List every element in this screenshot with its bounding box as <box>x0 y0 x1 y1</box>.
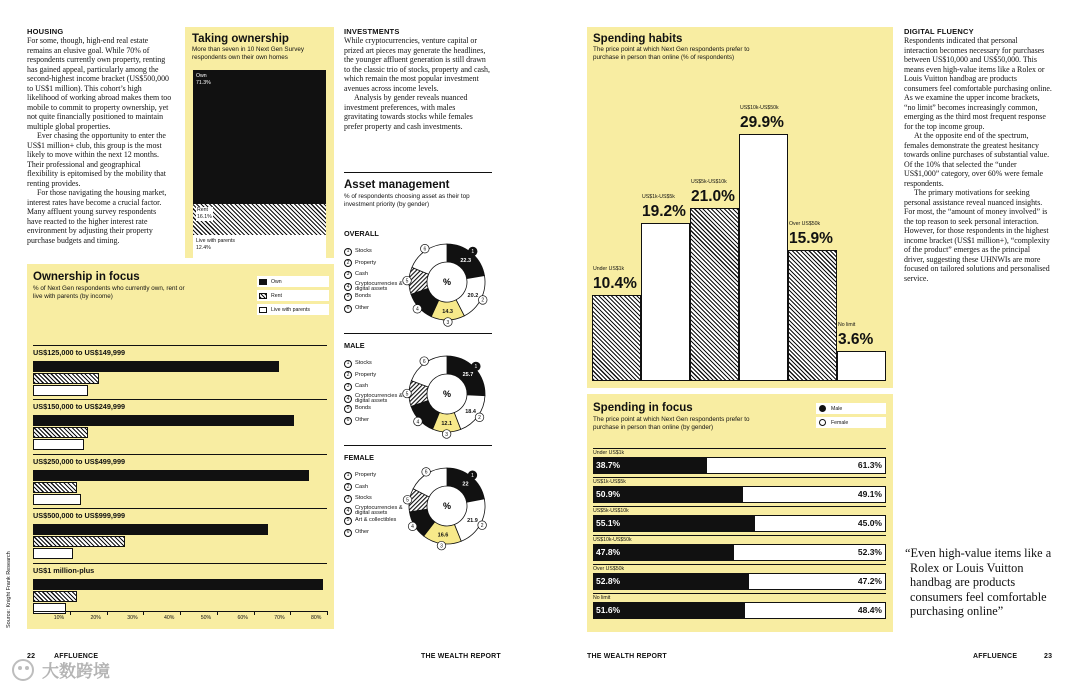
male-bar <box>593 486 742 503</box>
legend-label: Own <box>271 278 282 285</box>
female-value: 48.4% <box>857 605 882 615</box>
column-bar <box>788 250 837 381</box>
category-label: US$5k-US$10k <box>593 508 629 514</box>
legend-item <box>344 472 404 480</box>
legend-item <box>344 405 404 413</box>
ownership-in-focus-panel <box>27 264 334 629</box>
x-tick-label: 10% <box>53 615 65 621</box>
legend-number: 6 <box>344 417 352 425</box>
x-tick <box>327 611 328 615</box>
chart-title: Spending in focus <box>593 402 693 414</box>
category-label: US$500,000 to US$999,999 <box>33 511 126 520</box>
slice-number: 4 <box>416 419 420 426</box>
legend-text: Property <box>355 259 377 266</box>
slice-value-label: 22 <box>462 481 469 488</box>
legend-label: Female <box>831 419 849 426</box>
male-bar <box>593 602 744 619</box>
legend-item <box>344 271 404 279</box>
row-divider <box>593 564 886 565</box>
slice-number: 1 <box>471 472 474 479</box>
stack-segment <box>193 235 326 258</box>
slice-number: 4 <box>415 306 419 313</box>
female-bar <box>706 457 886 474</box>
legend-item <box>344 483 404 491</box>
slice-value-label: 22.3 <box>460 257 472 264</box>
category-label: US$10k-US$50k <box>593 537 632 543</box>
legend-item <box>344 495 404 503</box>
legend-text: Art & collectibles <box>355 517 397 524</box>
legend-text: Cash <box>355 483 369 490</box>
category-label: Under US$1k <box>593 450 625 456</box>
legend-number: 6 <box>344 529 352 537</box>
bar-rent <box>33 536 125 547</box>
female-value: 49.1% <box>857 489 882 499</box>
female-bar <box>748 573 886 590</box>
legend-text: Cryptocurrencies & digital assets <box>355 504 403 517</box>
bar-rent <box>33 482 77 493</box>
ownership-bars <box>27 264 334 629</box>
slice-number: 2 <box>481 297 485 304</box>
slice-value-label: 20.2 <box>467 293 479 300</box>
column-value-label: 10.4% <box>593 275 637 293</box>
column-bar <box>739 134 788 381</box>
category-label: US$150,000 to US$249,999 <box>33 402 126 411</box>
bar-live-with-parents <box>33 548 73 559</box>
gender-bars <box>587 394 893 632</box>
x-tick <box>290 611 291 615</box>
slice-number: 3 <box>445 431 449 438</box>
bar-own <box>33 579 323 590</box>
row-divider <box>33 345 327 346</box>
slice-number: 5 <box>405 391 409 398</box>
legend-number: 5 <box>344 293 352 301</box>
column-category-label: Under US$1k <box>593 266 625 273</box>
legend-item <box>344 293 404 301</box>
report-title-left: THE WEALTH REPORT <box>421 653 501 660</box>
female-bar <box>754 515 886 532</box>
stack-segment <box>193 70 326 204</box>
group-title: OVERALL <box>344 229 379 238</box>
slice-number: 2 <box>480 522 484 529</box>
legend-text: Property <box>355 371 377 378</box>
female-bar <box>742 486 886 503</box>
column-bar <box>690 208 739 381</box>
slice-number: 1 <box>474 364 478 371</box>
legend-number: 3 <box>344 271 352 279</box>
segment-label <box>196 73 211 87</box>
row-divider <box>33 454 327 455</box>
donut-center-label: % <box>442 389 452 399</box>
legend-item <box>344 259 404 267</box>
legend-number: 3 <box>344 383 352 391</box>
male-value: 51.6% <box>596 605 621 615</box>
bar-own <box>33 524 268 535</box>
column-bar <box>641 223 690 381</box>
x-tick <box>70 611 71 615</box>
slice-number: 1 <box>471 249 475 256</box>
spending-habits-panel <box>587 27 893 388</box>
slice-number: 6 <box>424 469 428 476</box>
slice-number: 4 <box>411 524 414 531</box>
legend-text: Cryptocurrencies & digital assets <box>355 280 403 293</box>
spending-in-focus-panel <box>587 394 893 632</box>
column-value-label: 19.2% <box>642 202 686 220</box>
bar-own <box>33 470 309 481</box>
donut-chart <box>400 347 494 441</box>
legend-number: 4 <box>344 283 352 291</box>
page-number-left: 22 <box>27 653 36 660</box>
watermark-logo-icon <box>10 656 40 682</box>
bar-live-with-parents <box>33 494 81 505</box>
legend-text: Other <box>355 416 369 423</box>
legend-number: 4 <box>344 507 352 515</box>
slice-number: 6 <box>423 246 427 253</box>
paragraph: For those navigating the housing market, interest rates have become a crucial factor. Many affluent young survey respondents have reacted to the higher interest rate environment by adjusting their property purchase budgets and timing. <box>27 188 167 245</box>
female-bar <box>733 544 886 561</box>
x-tick-label: 30% <box>127 615 138 621</box>
segment-value: 12.4% <box>196 244 211 251</box>
chart-title: Spending habits <box>593 33 683 45</box>
legend-text: Stocks <box>355 494 372 501</box>
donut-center-label: % <box>442 277 452 287</box>
bar-live-with-parents <box>33 439 84 450</box>
section-left: AFFLUENCE <box>54 653 99 660</box>
row-divider <box>593 477 886 478</box>
paragraph: While cryptocurrencies, venture capital or prized art pieces may generate the headlines, the younger affluent generation is still drawn to the classic trio of stocks, property and cash, which remain the most popular investment avenues across income levels. <box>344 36 490 93</box>
legend-item <box>344 506 404 517</box>
x-tick-label: 40% <box>164 615 175 621</box>
row-divider <box>593 506 886 507</box>
bar-own <box>33 361 279 372</box>
segment-value: 16.1% <box>197 214 212 221</box>
legend-number: 3 <box>344 495 352 503</box>
paragraph: The primary motivations for seeking personal assistance reveal nuanced insights. For most, the “amount of money involved” is the top reason to seek personal interaction. However, for those respondents in the highest income bracket (US$1 million+), “complexity of the product” emerges as the principal driver, suggesting these UHNWIs are more focused on tailored solutions and personalised service. <box>904 188 1050 283</box>
ownership-stack <box>193 70 326 258</box>
legend-text: Other <box>355 528 369 535</box>
housing-body <box>27 36 172 245</box>
male-bar <box>593 544 733 561</box>
investments-heading: INVESTMENTS <box>344 27 400 36</box>
column-value-label: 21.0% <box>691 187 735 205</box>
male-bar <box>593 515 754 532</box>
group-title: MALE <box>344 341 365 350</box>
column-bar <box>592 295 641 381</box>
legend-label: Male <box>831 405 843 412</box>
x-tick-label: 20% <box>90 615 101 621</box>
legend-item <box>344 394 404 405</box>
donut-chart <box>400 459 494 553</box>
watermark-text: 大数跨境 <box>42 661 110 681</box>
legend-number: 2 <box>344 483 352 491</box>
column-category-label: US$10k-US$50k <box>740 105 779 112</box>
segment-name: Rent <box>197 207 208 214</box>
paragraph: Ever chasing the opportunity to enter the US$1 million+ club, this group is the most likely to move within the next 12 months. Their professional and geographical flexibility is epitomised by the mobility that renting provides. <box>27 131 166 188</box>
asset-management <box>344 172 492 632</box>
row-divider <box>593 593 886 594</box>
digital-fluency-heading: DIGITAL FLUENCY <box>904 27 974 36</box>
segment-label <box>196 238 235 252</box>
legend-item <box>344 417 404 425</box>
column-category-label: US$1k-US$5k <box>642 193 675 200</box>
left-text-column <box>27 27 172 245</box>
category-label: US$1 million-plus <box>33 566 95 575</box>
digital-fluency-body <box>904 36 1052 283</box>
legend-text: Stocks <box>355 360 372 367</box>
legend-item <box>344 529 404 537</box>
legend-text: Property <box>355 472 377 479</box>
legend-text: Bonds <box>355 293 371 300</box>
column-category-label: No limit <box>838 322 856 329</box>
chart-subtitle: The price point at which Next Gen respondents prefer to purchase in person than online (by gender) <box>593 416 750 431</box>
male-value: 55.1% <box>596 518 621 528</box>
category-label: US$125,000 to US$149,999 <box>33 348 126 357</box>
slice-value-label: 16.6 <box>437 532 449 539</box>
investments-body <box>344 36 490 131</box>
paragraph: Respondents indicated that personal interaction becomes necessary for purchases between US$10,000 and US$50,000. This means even high-value items like a Rolex or Louis Vuitton handbag are products consumers feel comfortable purchasing online. As we examine the upper income brackets, “no limit” becomes increasingly common, emerging as the third most frequent response for the top income group. <box>904 36 1052 131</box>
chart-title: Asset management <box>344 179 450 191</box>
row-divider <box>33 399 327 400</box>
x-tick <box>217 611 218 615</box>
x-tick <box>254 611 255 615</box>
row-divider <box>33 508 327 509</box>
x-tick <box>180 611 181 615</box>
slice-value-label: 18.4 <box>465 408 476 415</box>
spending-bars <box>587 27 893 388</box>
slice-value-label: 25.7 <box>462 371 474 378</box>
legend-item <box>344 360 404 368</box>
paragraph: For some, though, high-end real estate remains an elusive goal. While 70% of respondents currently own property, renting has gained appeal, particularly among the second-highest income bracket (US$500,000 to US$1 million). This cohort’s high likelihood of working abroad makes them too mobile to commit to property ownership, yet not quite financially positioned to maintain multiple global properties. <box>27 36 172 131</box>
row-divider <box>593 535 886 536</box>
divider <box>344 172 492 173</box>
category-label: US$250,000 to US$499,999 <box>33 457 126 466</box>
bar-live-with-parents <box>33 385 88 396</box>
legend-item <box>344 282 404 293</box>
segment-label <box>196 207 213 221</box>
legend-text: Cash <box>355 382 369 389</box>
x-tick <box>107 611 108 615</box>
section-right: AFFLUENCE <box>973 653 1018 660</box>
legend-item <box>344 371 404 379</box>
column-category-label: Over US$50k <box>789 220 821 227</box>
category-label: US$1k-US$5k <box>593 479 626 485</box>
group-divider <box>344 445 492 446</box>
female-bar <box>744 602 886 619</box>
bar-rent <box>33 373 99 384</box>
slice-number: 5 <box>406 497 409 504</box>
donut-center-label: % <box>442 501 452 511</box>
legend-text: Bonds <box>355 405 371 412</box>
legend-number: 5 <box>344 405 352 413</box>
bar-rent <box>33 427 88 438</box>
segment-name: Own <box>196 73 207 79</box>
category-label: Over US$50k <box>593 566 625 572</box>
legend-number: 2 <box>344 259 352 267</box>
legend-number: 4 <box>344 395 352 403</box>
legend-number: 5 <box>344 517 352 525</box>
x-tick-label: 50% <box>200 615 212 621</box>
legend-text: Other <box>355 304 369 311</box>
legend-number: 6 <box>344 305 352 313</box>
group-title: FEMALE <box>344 453 374 462</box>
column-value-label: 29.9% <box>740 114 784 132</box>
chart-subtitle: % of Next Gen respondents who currently own, rent or live with parents (by income) <box>33 285 185 300</box>
taking-ownership-panel <box>185 27 334 258</box>
row-divider <box>593 448 886 449</box>
category-label: No limit <box>593 595 611 601</box>
slice-number: 3 <box>440 543 443 550</box>
male-value: 38.7% <box>596 460 621 470</box>
legend-label: Live with parents <box>271 306 310 313</box>
row-divider <box>33 563 327 564</box>
male-value: 52.8% <box>596 576 621 586</box>
legend-text: Stocks <box>355 248 372 255</box>
chart-subtitle: The price point at which Next Gen respondents prefer to purchase in person than online (% of respondents) <box>593 46 750 61</box>
column-value-label: 15.9% <box>789 229 833 247</box>
female-value: 52.3% <box>857 547 882 557</box>
page-number-right: 23 <box>1044 653 1053 660</box>
investments-column <box>344 27 490 131</box>
chart-title: Ownership in focus <box>33 271 140 283</box>
legend-text: Cryptocurrencies & digital assets <box>355 392 403 405</box>
column-bar <box>837 351 886 381</box>
donut-slice <box>411 356 447 387</box>
x-tick-label: 60% <box>237 615 248 621</box>
donut-chart <box>400 235 494 329</box>
female-value: 47.2% <box>857 576 882 586</box>
legend-number: 2 <box>344 371 352 379</box>
chart-subtitle: More than seven in 10 Next Gen Survey respondents own their own homes <box>192 46 305 61</box>
source-note: Source: Knight Frank Research <box>6 551 12 628</box>
legend-number: 1 <box>344 248 352 256</box>
column-category-label: US$5k-US$10k <box>691 178 727 185</box>
pull-quote: “Even high-value items like a Rolex or Louis Vuitton handbag are products consumers feel comfortable purchasing online” <box>905 546 1052 619</box>
group-divider <box>344 333 492 334</box>
watermark <box>10 656 110 682</box>
x-tick <box>143 611 144 615</box>
digital-fluency-column <box>904 27 1052 283</box>
x-tick-label: 80% <box>311 615 322 621</box>
legend-item <box>344 517 404 525</box>
legend-number: 1 <box>344 360 352 368</box>
segment-name: Live with parents <box>196 237 235 244</box>
legend-item <box>344 305 404 313</box>
bar-own <box>33 415 294 426</box>
female-value: 61.3% <box>857 460 882 470</box>
female-value: 45.0% <box>857 518 882 528</box>
column-value-label: 3.6% <box>838 331 874 349</box>
slice-number: 2 <box>478 415 481 422</box>
slice-value-label: 21.9 <box>467 517 478 524</box>
legend-item <box>344 248 404 256</box>
slice-value-label: 12.1 <box>441 420 453 427</box>
slice-number: 6 <box>422 358 426 365</box>
male-value: 50.9% <box>596 489 621 499</box>
x-tick-label: 70% <box>274 615 285 621</box>
paragraph: Analysis by gender reveals nuanced investment preferences, with males gravitating towards stocks while females prefer property and cash investments. <box>344 93 473 131</box>
slice-number: 3 <box>446 319 450 326</box>
stack-segment <box>193 204 326 234</box>
chart-subtitle: % of respondents choosing asset as their top investment priority (by gender) <box>344 193 470 208</box>
legend-number: 1 <box>344 472 352 480</box>
segment-value: 71.3% <box>196 80 211 86</box>
slice-number: 5 <box>405 278 409 285</box>
housing-heading: HOUSING <box>27 27 64 36</box>
male-bar <box>593 457 706 474</box>
bar-live-with-parents <box>33 603 66 614</box>
legend-label: Rent <box>271 292 282 299</box>
slice-value-label: 14.3 <box>442 308 453 315</box>
paragraph: At the opposite end of the spectrum, females demonstrate the greatest hesitancy towards online purchases of substantial value. Of the 10% that selected the “under US$1,000” category, over 60% were female respondents. <box>904 131 1050 188</box>
legend-text: Cash <box>355 270 369 277</box>
donut-groups <box>344 227 492 627</box>
male-bar <box>593 573 748 590</box>
chart-title: Taking ownership <box>192 33 289 45</box>
report-title-right: THE WEALTH REPORT <box>587 653 667 660</box>
male-value: 47.8% <box>596 547 621 557</box>
bar-rent <box>33 591 77 602</box>
legend-item <box>344 383 404 391</box>
